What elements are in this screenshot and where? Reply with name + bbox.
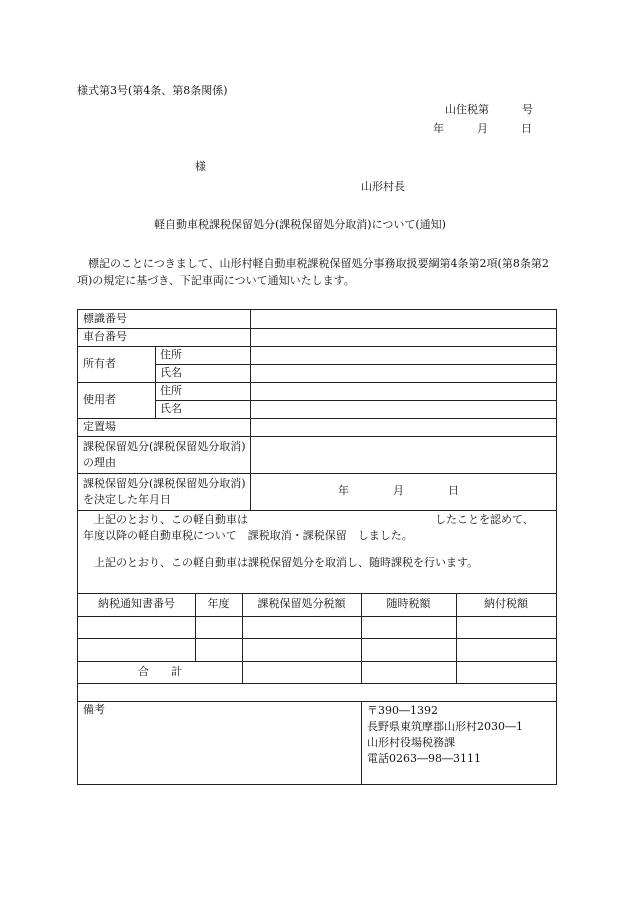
vehicle-table	[77, 309, 562, 785]
fiscal-year-header: 年度	[207, 597, 230, 610]
held-tax-amount-header: 課税保留処分税額	[257, 597, 346, 610]
intro-paragraph: 標記のことにつきまして、山形村軽自動車税課税保留処分事務取扱要綱第4条第2項(第8条第2項)の規定に基づき、下記車両について通知いたします。	[77, 257, 549, 287]
document-number: 山住税第 号	[445, 103, 533, 116]
issuer-name: 山形村長	[361, 180, 405, 193]
notice-hold-cancel: 上記のとおり、この軽自動車は課税保留処分を取消し、随時課税を行います。	[94, 556, 479, 569]
remarks-label: 備考	[83, 703, 105, 716]
decision-date-label: 課税保留処分(課税保留処分取消)を決定した年月日	[83, 477, 246, 506]
owner-label: 所有者	[83, 357, 116, 370]
issue-date: 年 月 日	[433, 122, 532, 135]
owner-address-label: 住所	[160, 348, 182, 361]
document-title: 軽自動車税課税保留処分(課税保留処分取消)について(通知)	[154, 218, 446, 231]
paid-tax-amount-header: 納付税額	[484, 597, 528, 610]
office-phone: 電話0263―98―3111	[367, 752, 481, 765]
owner-name-label: 氏名	[160, 366, 182, 379]
adhoc-tax-amount-header: 随時税額	[386, 597, 431, 610]
office-postal-code: 〒390―1392	[367, 704, 438, 717]
user-label: 使用者	[83, 393, 116, 406]
office-address: 長野県東筑摩郡山形村2030―1	[367, 720, 523, 733]
tax-notice-number-header: 納税通知書番号	[98, 597, 175, 610]
reason-label: 課税保留処分(課税保留処分取消)の理由	[83, 440, 246, 469]
chassis-number-label: 車台番号	[83, 330, 127, 343]
user-name-label: 氏名	[160, 402, 182, 415]
user-address-label: 住所	[160, 384, 182, 397]
notice-tax-hold: 上記のとおり、この軽自動車は したことを認めて、 年度以降の軽自動車税について 課税取消・課税保留 しました。	[83, 513, 562, 542]
plate-number-label: 標識番号	[83, 312, 127, 325]
total-label: 合 計	[138, 665, 182, 678]
office-name: 山形村役場税務課	[367, 736, 455, 749]
decision-date-value: 年 月 日	[338, 484, 459, 497]
form-number: 様式第3号(第4条、第8条関係)	[77, 84, 228, 97]
storage-location-label: 定置場	[83, 420, 116, 433]
addressee-suffix: 様	[195, 160, 206, 173]
